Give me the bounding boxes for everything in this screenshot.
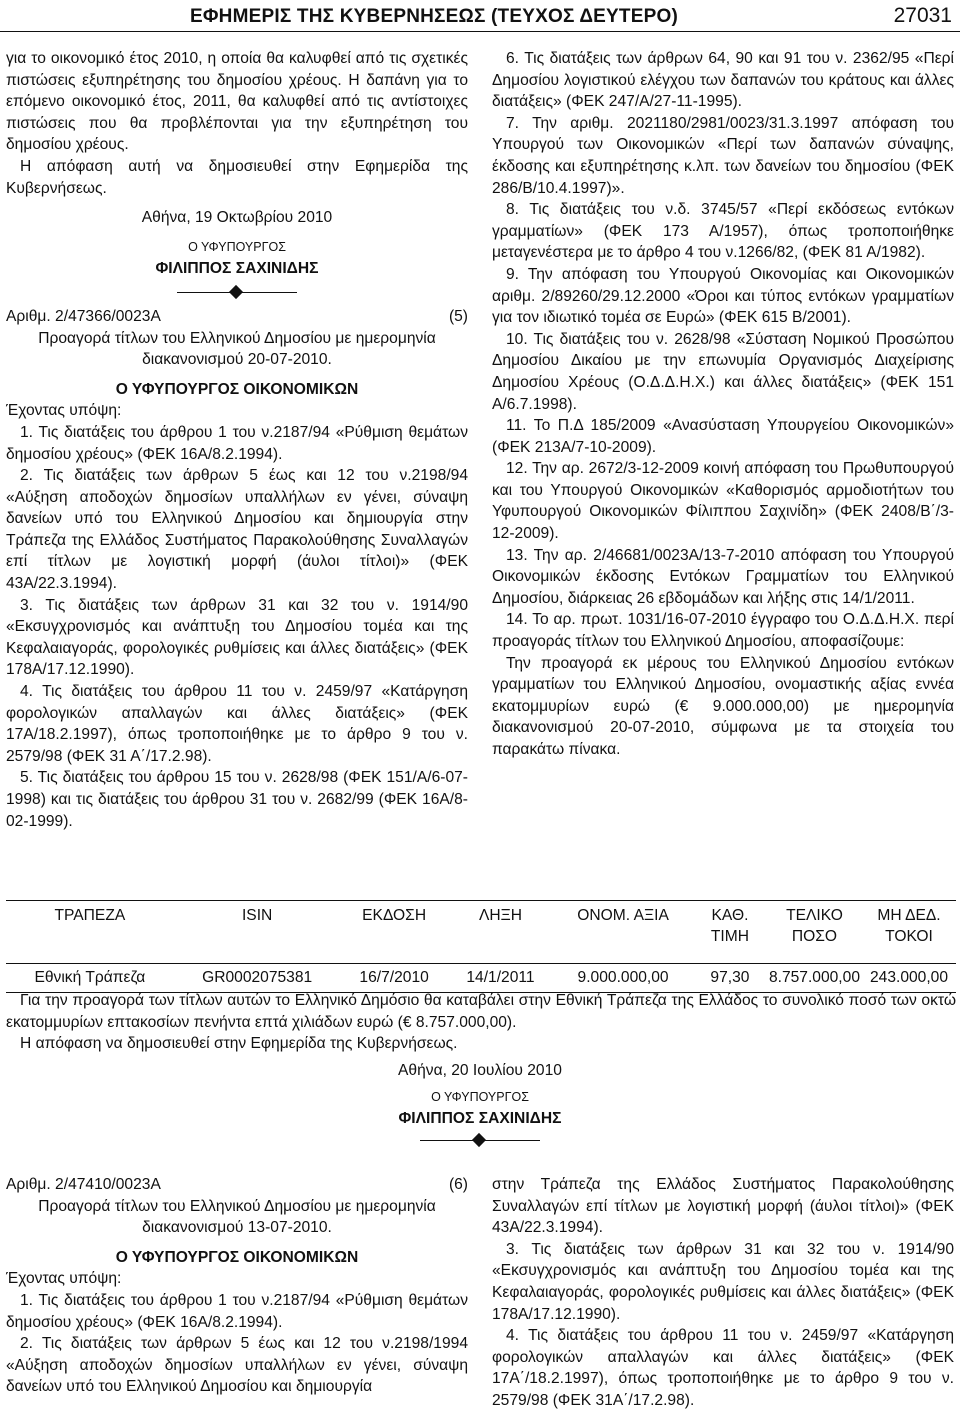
table-cell: 9.000.000,00 bbox=[553, 964, 693, 993]
table-header: ISIN bbox=[174, 901, 341, 964]
paragraph: Η απόφαση να δημοσιευθεί στην Εφημερίδα της Κυβερνήσεως. bbox=[20, 1035, 458, 1053]
left-column-bottom bbox=[6, 1174, 468, 1398]
list-item: 6. Τις διατάξεις των άρθρων 64, 90 και 91 του ν. 2362/95 «Περί Δημοσίου λογιστικού ελέγχου των δαπανών του κράτους και άλλες διατάξεις» (ΦΕΚ 247/Α/27-11-1995). bbox=[492, 50, 954, 111]
paragraph: Για την προαγορά των τίτλων αυτών το Ελληνικό Δημόσιο θα καταβάλει στην Εθνική Τράπεζα της Ελλάδος το συνολικό ποσό των οκτώ εκατομμυρίων επτακοσίων πενήντα επτά χιλιάδων ευρώ (€ 8.757.000,00). bbox=[6, 992, 956, 1031]
gazette-title: ΕΦΗΜΕΡΙΣ ΤΗΣ ΚΥΒΕΡΝΗΣΕΩΣ (ΤΕΥΧΟΣ ΔΕΥΤΕΡΟ) bbox=[190, 6, 678, 27]
table-row bbox=[6, 964, 956, 993]
list-item: 13. Την αρ. 2/46681/0023Α/13-7-2010 απόφαση του Υπουργού Οικονομικών έκδοσης Εντόκων Γραμματίων του Ελληνικού Δημοσίου, διάρκειας 26 εβδομάδων και λήξης στις 14/1/2011. bbox=[492, 546, 954, 607]
list-item: 7. Την αριθμ. 2021180/2981/0023/31.3.1997 απόφαση του Υπουργού των Οικονομικών «Περί των δαπανών σύναψης, έκδοσης και εξυπηρέτησης κ.λπ. των δανείων του δημοσίου (ΦΕΚ 286/Β/10.4.1997)». bbox=[492, 114, 954, 197]
decision-number: Αριθμ. 2/47366/0023Α bbox=[6, 307, 161, 325]
table-cell: 243.000,00 bbox=[862, 964, 956, 993]
paragraph: για το οικονομικό έτος 2010, η οποία θα καλυφθεί από τις σχετικές πιστώσεις εξυπηρέτησης του δημοσίου χρέους. Η δαπάνη για το επόμενο οικονομικό έτος, 2011, θα καλυφθεί από τις αντίστοιχες πιστώσεις που θα προβλέπονται για την εξυπηρέτηση του δημοσίου χρέους. bbox=[6, 50, 468, 154]
table-header: ΟΝΟΜ. ΑΞΙΑ bbox=[553, 901, 693, 964]
table-header: ΜΗ ΔΕΔ. ΤΟΚΟΙ bbox=[862, 901, 956, 964]
right-column-bottom bbox=[492, 1174, 954, 1412]
issuing-authority: Ο ΥΦΥΠΟΥΡΓΟΣ ΟΙΚΟΝΟΜΙΚΩΝ bbox=[115, 380, 359, 398]
list-item: 9. Την απόφαση του Υπουργού Οικονομίας και Οικονομικών αριθμ. 2/89260/29.12.2000 «Όροι και τύπος εντόκων γραμματίων για τον ιδιωτικό τομέα σε Ευρώ» (ΦΕΚ 615 Β/2001). bbox=[492, 265, 954, 327]
signatory-name: ΦΙΛΙΠΠΟΣ ΣΑΧΙΝΙΔΗΣ bbox=[155, 260, 319, 278]
table-cell: 14/1/2011 bbox=[448, 964, 554, 993]
signatory-title: Ο ΥΦΥΠΟΥΡΓΟΣ bbox=[431, 1090, 529, 1104]
list-item: 4. Τις διατάξεις του άρθρου 11 του ν. 2459/97 «Κατάργηση φορολογικών απαλλαγών και άλλες διατάξεις» (ΦΕΚ 17Α΄/18.2.1997), όπως τροποποιήθηκε με το άρθρο 9 του ν. 2579/98 (ΦΕΚ 31Α΄/17.2.98). bbox=[492, 1327, 954, 1409]
signatory-title: Ο ΥΦΥΠΟΥΡΓΟΣ bbox=[188, 239, 286, 254]
signature-date: Αθήνα, 20 Ιουλίου 2010 bbox=[398, 1062, 562, 1079]
decision-index: (6) bbox=[448, 1176, 468, 1193]
right-column-top bbox=[492, 48, 954, 761]
list-item: 5. Τις διατάξεις του άρθρου 15 του ν. 2628/98 (ΦΕΚ 151/Α/6-07-1998) και τις διατάξεις του άρθρου 31 του ν. 2682/99 (ΦΕΚ 16Α/8-02-1999). bbox=[6, 769, 468, 830]
left-column-top bbox=[6, 48, 468, 832]
list-item: 3. Τις διατάξεις των άρθρων 31 και 32 του ν. 1914/90 «Εκσυγχρονισμός και ανάπτυξη του Δημοσίου τομέα και της Κεφαλαιαγοράς, φορολογικές ρυθμίσεις και άλλες διατάξεις» (ΦΕΚ 178Α/17.12.1990). bbox=[6, 596, 468, 679]
header-rule bbox=[0, 31, 960, 32]
table-cell: 8.757.000,00 bbox=[767, 964, 862, 993]
list-item: 4. Τις διατάξεις του άρθρου 11 του ν. 2459/97 «Κατάργηση φορολογικών απαλλαγών και άλλες διατάξεις» (ΦΕΚ 17Α/18.2.1997), όπως τροποποιήθηκε με το άρθρο 9 του ν. 2579/98 (ΦΕΚ 31 Α΄/17.2.98). bbox=[6, 683, 468, 765]
decision-title: Προαγορά τίτλων του Ελληνικού Δημοσίου με ημερομηνία διακανονισμού 20-07-2010. bbox=[38, 329, 436, 369]
list-item: 2. Τις διατάξεις των άρθρων 5 έως και 12 του ν.2198/94 «Αύξηση αποδοχών δημοσίων υπαλλήλων εν γένει, σύναψη δανείων υπό του Ελληνικού Δημοσίου και δημιουργία στην Τράπεζα της Ελλάδος Συστήματος Παρακολούθησης Συναλλαγών επί τίτλων με λογιστική μορφή (άυλοι τίτλοι)» (ΦΕΚ 43Α/22.3.1994). bbox=[6, 467, 468, 593]
list-item: 10. Τις διατάξεις του ν. 2628/98 «Σύσταση Νομικού Προσώπου Δημοσίου Δικαίου με την επωνυμία Οργανισμός Διαχείρισης Δημοσίου Χρέους (Ο.Δ.Δ.Η.Χ.) και άλλες διατάξεις» (ΦΕΚ 151 Α/6.7.1998). bbox=[492, 330, 954, 413]
list-item: 14. Το αρ. πρωτ. 1031/16-07-2010 έγγραφο του Ο.Δ.Δ.Η.Χ. περί προαγοράς τίτλων του Ελληνικού Δημοσίου, αποφασίζουμε: bbox=[492, 611, 954, 651]
issuing-authority: Ο ΥΦΥΠΟΥΡΓΟΣ ΟΙΚΟΝΟΜΙΚΩΝ bbox=[115, 1248, 359, 1266]
page-number: 27031 bbox=[893, 4, 952, 27]
list-item: 1. Τις διατάξεις του άρθρου 1 του ν.2187/94 «Ρύθμιση θεμάτων δημοσίου χρέους» (ΦΕΚ 16Α/8.2.1994). bbox=[6, 423, 468, 463]
table-cell: Εθνική Τράπεζα bbox=[6, 964, 174, 993]
section-separator bbox=[420, 1132, 540, 1150]
table-header: ΤΕΛΙΚΟ ΠΟΣΟ bbox=[767, 901, 862, 964]
list-item: 1. Τις διατάξεις του άρθρου 1 του ν.2187/94 «Ρύθμιση θεμάτων δημοσίου χρέους» (ΦΕΚ 16Α/8.2.1994). bbox=[6, 1291, 468, 1331]
table-cell: GR0002075381 bbox=[174, 964, 341, 993]
table-header: ΕΚΔΟΣΗ bbox=[341, 901, 448, 964]
bond-table bbox=[6, 900, 956, 993]
paragraph: Η απόφαση αυτή να δημοσιευθεί στην Εφημερίδα της Κυβερνήσεως. bbox=[6, 157, 468, 197]
list-item: 3. Τις διατάξεις των άρθρων 31 και 32 του ν. 1914/90 «Εκσυγχρονισμός και ανάπτυξη του Δημοσίου τομέα και της Κεφαλαιαγοράς, φορολογικές ρυθμίσεις και άλλες διατάξεις» (ΦΕΚ 178Α/17.12.1990). bbox=[492, 1240, 954, 1323]
list-item: 2. Τις διατάξεις των άρθρων 5 έως και 12 του ν.2198/1994 «Αύξηση αποδοχών δημοσίων υπαλλήλων εν γένει, σύναψη δανείων υπό του Ελληνικού Δημοσίου και δημιουργία bbox=[6, 1335, 468, 1396]
table-cell: 97,30 bbox=[693, 964, 767, 993]
decision-number: Αριθμ. 2/47410/0023Α bbox=[6, 1176, 161, 1193]
signatory-name: ΦΙΛΙΠΠΟΣ ΣΑΧΙΝΙΔΗΣ bbox=[398, 1110, 562, 1127]
having-regard: Έχοντας υπόψη: bbox=[6, 402, 122, 420]
page-header bbox=[0, 0, 960, 32]
paragraph: στην Τράπεζα της Ελλάδος Συστήματος Παρακολούθησης Συναλλαγών επί τίτλων με λογιστική μορφή (άυλοι τίτλοι)» (ΦΕΚ 43Α/22.3.1994). bbox=[492, 1176, 954, 1237]
table-header: ΚΑΘ. ΤΙΜΗ bbox=[693, 901, 767, 964]
section-separator bbox=[177, 284, 297, 302]
decision-index: (5) bbox=[448, 307, 468, 325]
signature-date: Αθήνα, 19 Οκτωβρίου 2010 bbox=[141, 209, 333, 227]
having-regard: Έχοντας υπόψη: bbox=[6, 1270, 122, 1288]
list-item: 11. Το Π.Δ 185/2009 «Ανασύσταση Υπουργείου Οικονομικών» (ΦΕΚ 213Α/7-10-2009). bbox=[492, 417, 954, 456]
table-cell: 16/7/2010 bbox=[341, 964, 448, 993]
table-header: ΤΡΑΠΕΖΑ bbox=[6, 901, 174, 964]
table-header-row bbox=[6, 901, 956, 964]
table-followup bbox=[6, 990, 956, 1055]
decision-text: Την προαγορά εκ μέρους του Ελληνικού Δημοσίου εντόκων γραμματίων του Ελληνικού Δημοσίου, ονομαστικής αξίας εννέα εκατομμυρίων ευρώ (€ 9.000.000,00) με ημερομηνία διακανονισμού 20-07-2010, σύμφωνα με τα στοιχεία του παρακάτω πίνακα. bbox=[492, 654, 954, 758]
decision-title: Προαγορά τίτλων του Ελληνικού Δημοσίου με ημερομηνία διακανονισμού 13-07-2010. bbox=[38, 1197, 436, 1237]
table-header: ΛΗΞΗ bbox=[448, 901, 554, 964]
list-item: 12. Την αρ. 2672/3-12-2009 κοινή απόφαση του Πρωθυπουργού και του Υπουργού Οικονομικών «Καθορισμός αρμοδιοτήτων του Υφυπουργού Οικονομικών Φίλιππου Σαχινίδη» (ΦΕΚ 2408/Β΄/3-12-2009). bbox=[492, 460, 954, 543]
list-item: 8. Τις διατάξεις του ν.δ. 3745/57 «Περί εκδόσεως εντόκων γραμματίων» (ΦΕΚ 173 Α/1957), όπως τροποποιήθηκε μεταγενέστερα με το άρθρο 4 του ν.1266/82, (ΦΕΚ 81 Α/1982). bbox=[492, 201, 954, 262]
signature-block bbox=[0, 1062, 960, 1154]
